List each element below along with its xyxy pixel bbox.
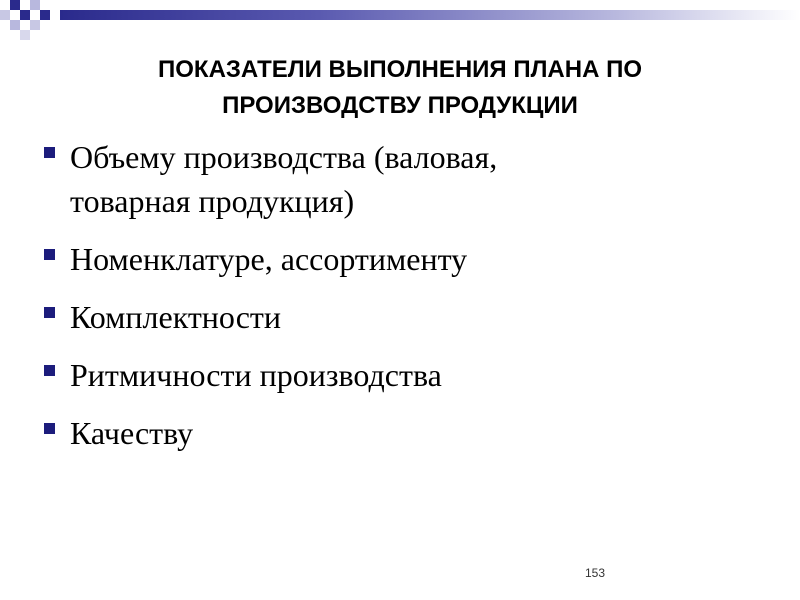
deco-gradient-band bbox=[60, 10, 800, 20]
list-item-text: Ритмичности производства bbox=[70, 357, 442, 393]
deco-square bbox=[0, 10, 10, 20]
deco-square bbox=[10, 0, 20, 10]
list-item bbox=[40, 353, 760, 397]
list-item bbox=[40, 411, 760, 455]
list-item-text: Качеству bbox=[70, 415, 194, 451]
deco-square bbox=[10, 20, 20, 30]
square-bullet-icon bbox=[44, 423, 55, 434]
list-item-text: товарная продукция) bbox=[70, 183, 355, 219]
slide-title-line: ПРОИЗВОДСТВУ ПРОДУКЦИИ bbox=[222, 92, 578, 120]
slide-title-line: ПОКАЗАТЕЛИ ВЫПОЛНЕНИЯ ПЛАНА ПО bbox=[158, 56, 642, 84]
deco-square bbox=[20, 30, 30, 40]
square-bullet-icon bbox=[44, 249, 55, 260]
deco-square bbox=[30, 0, 40, 10]
list-item-text: Комплектности bbox=[70, 299, 282, 335]
slide-title bbox=[40, 52, 760, 124]
list-item bbox=[40, 237, 760, 281]
deco-square bbox=[30, 20, 40, 30]
list-item bbox=[40, 295, 760, 339]
bullet-list bbox=[40, 135, 760, 469]
page-number: 153 bbox=[584, 566, 606, 580]
list-item-text: Объему производства (валовая, bbox=[70, 139, 498, 175]
header-decoration bbox=[0, 0, 800, 50]
deco-square bbox=[20, 10, 30, 20]
list-item-text: Номенклатуре, ассортименту bbox=[70, 241, 468, 277]
deco-square bbox=[40, 10, 50, 20]
square-bullet-icon bbox=[44, 307, 55, 318]
square-bullet-icon bbox=[44, 147, 55, 158]
square-bullet-icon bbox=[44, 365, 55, 376]
list-item bbox=[40, 135, 760, 223]
